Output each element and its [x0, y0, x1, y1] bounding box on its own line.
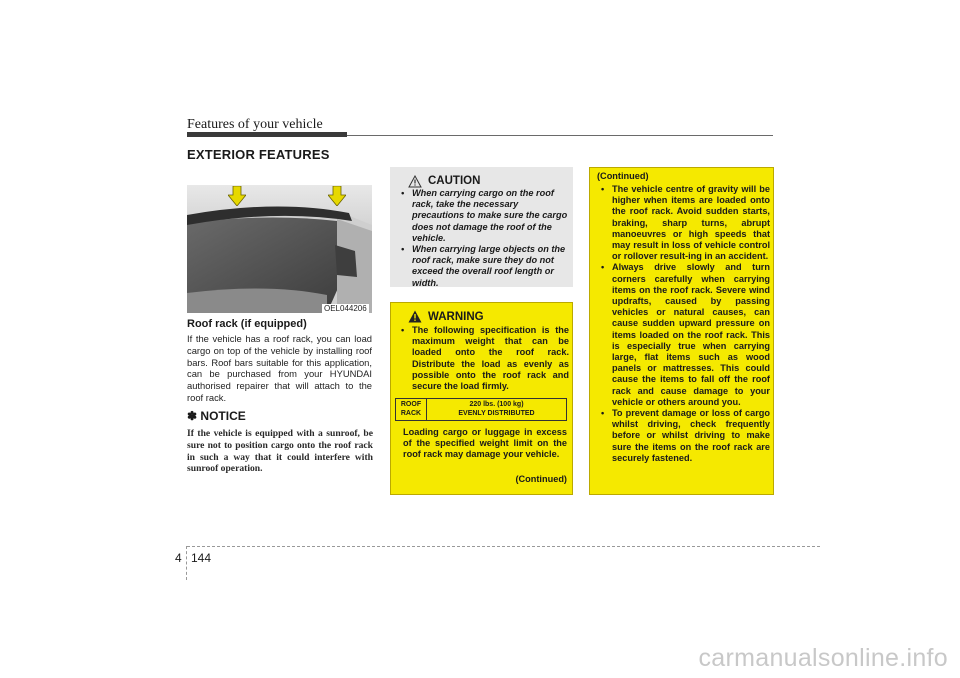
photo-code: OEL044206	[324, 304, 367, 313]
warning-list	[396, 325, 569, 392]
caution-heading: CAUTION	[428, 175, 481, 187]
continued-label: (Continued)	[597, 171, 649, 181]
roof-rack-heading: Roof rack (if equipped)	[187, 318, 307, 330]
list-item: • The vehicle centre of gravity will be higher when items are loaded onto the roof rack. Avoid sudden starts, braking, sharp turns, abrupt manoeuvres or high speeds that may result in loss of vehicle control or rollover result-ing in an accident.	[596, 184, 770, 262]
list-item: • To prevent damage or loss of cargo whilst driving, check frequently before or whilst driving to make sure the items on the roof rack are securely fastened.	[596, 408, 770, 464]
warning-continued: (Continued)	[515, 474, 567, 484]
caution-icon	[408, 175, 422, 188]
page-number: 144	[191, 551, 212, 565]
roof-rack-body: If the vehicle has a roof rack, you can load cargo on top of the vehicle by installing roof bars. Roof bars suitable for this application, can be purchased from your HYUNDAI authorised repairer that will attach to the roof rack.	[187, 333, 372, 403]
header-bar	[187, 132, 347, 137]
list-item: • The following specification is the maximum weight that can be loaded onto the roof rack. Distribute the load as evenly as possible onto the roof rack and secure the load firmly.	[396, 325, 569, 392]
notice-label: NOTICE	[200, 409, 246, 423]
notice-text: If the vehicle is equipped with a sunroof, be sure not to position cargo onto the roof rack in such a way that it could interfere with sunroof operation.	[187, 428, 373, 475]
watermark: carmanualsonline.info	[698, 644, 948, 672]
warning-paragraph: Loading cargo or luggage in excess of the specified weight limit on the roof rack may damage your vehicle.	[403, 427, 567, 460]
spec-table	[395, 398, 567, 421]
spec-weight: 220 lbs. (100 kg)	[469, 401, 524, 408]
list-item: • Always drive slowly and turn corners carefully when carrying items on the roof rack. Severe wind updrafts, caused by passing vehicles or natural causes, can cause sudden upward pressure on items loaded on the roof rack. This is especially true when carrying large, flat items such as wood panels or mattresses. This could cause the items to fall off the roof rack and cause damage to your vehicle or others around you.	[596, 262, 770, 408]
footer-divider	[186, 546, 187, 580]
footer-rule	[187, 546, 820, 547]
spec-distribution: EVENLY DISTRIBUTED	[458, 409, 535, 417]
list-item: • When carrying cargo on the roof rack, take the necessary precautions to make sure the cargo does not damage the roof of the vehicle.	[396, 188, 569, 244]
caution-list	[396, 188, 569, 289]
notice-icon: ✽	[187, 409, 198, 423]
list-item: • When carrying large objects on the roof rack, make sure they do not exceed the overall roof length or width.	[396, 244, 569, 289]
spec-value	[427, 399, 566, 420]
notice-heading	[187, 409, 246, 423]
warning-icon	[408, 310, 422, 323]
warning-heading: WARNING	[428, 311, 484, 323]
warning-continued-list	[596, 184, 770, 464]
section-title: EXTERIOR FEATURES	[187, 147, 330, 162]
arrow-down-icon	[228, 186, 246, 206]
vehicle-photo	[187, 185, 372, 313]
spec-label: ROOF RACK	[396, 399, 427, 420]
header-rule	[347, 135, 773, 136]
header-title: Features of your vehicle	[187, 117, 323, 132]
chapter-number: 4	[175, 551, 182, 565]
arrow-down-icon	[328, 186, 346, 206]
